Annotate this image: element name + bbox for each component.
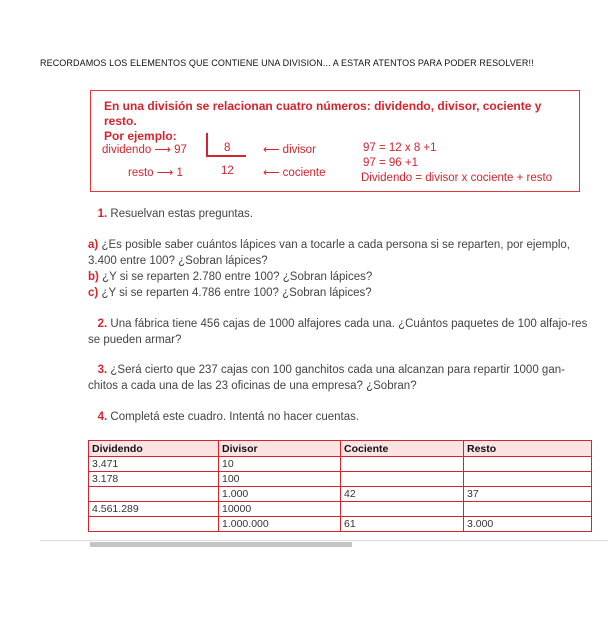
question-1-text: Resuelvan estas preguntas. <box>110 208 253 220</box>
table-cell: 10 <box>219 457 341 472</box>
table-header-row <box>89 441 592 457</box>
header-resto: Resto <box>464 441 592 457</box>
division-vertical-line <box>206 133 208 155</box>
header-dividendo: Dividendo <box>89 441 219 457</box>
table-cell: 4.561.289 <box>89 502 219 517</box>
table-cell: 42 <box>341 487 464 502</box>
box-title-line2: Por ejemplo: <box>104 129 177 143</box>
horizontal-scrollbar[interactable] <box>90 542 352 547</box>
question-3-number: 3. <box>97 364 108 376</box>
table-cell: 37 <box>464 487 592 502</box>
divisor-label: ⟵ divisor <box>263 144 316 156</box>
question-3-text: ¿Será cierto que 237 cajas con 100 ganchitos cada una alcanzan para repartir 1000 gan-chitos a cada una de las 23 oficinas de una empresa? ¿Sobran? <box>88 364 565 392</box>
table-row <box>89 487 592 502</box>
page-separator <box>40 540 608 541</box>
division-table <box>88 440 592 532</box>
dividend-label: dividendo ⟶ 97 <box>102 144 187 156</box>
table-cell: 61 <box>341 517 464 532</box>
header-divisor: Divisor <box>219 441 341 457</box>
table-cell: 10000 <box>219 502 341 517</box>
question-2-number: 2. <box>97 318 108 330</box>
table-cell <box>341 472 464 487</box>
question-1-number: 1. <box>97 208 108 220</box>
table-cell <box>464 502 592 517</box>
division-elements-box <box>90 90 580 192</box>
table-cell <box>341 502 464 517</box>
question-1c-letter: c) <box>88 287 99 299</box>
rest-label: resto ⟶ 1 <box>128 167 183 179</box>
equation-3: Dividendo = divisor x cociente + resto <box>361 172 553 184</box>
box-title-line1: En una división se relacionan cuatro números: dividendo, divisor, cociente y resto. <box>104 99 542 128</box>
equation-1: 97 = 12 x 8 +1 <box>363 142 437 154</box>
table-cell: 3.000 <box>464 517 592 532</box>
question-2-text: Una fábrica tiene 456 cajas de 1000 alfajores cada una. ¿Cuántos paquetes de 100 alfajo-res se pueden armar? <box>88 318 588 346</box>
question-4-number: 4. <box>97 411 108 423</box>
page-header: RECORDAMOS LOS ELEMENTOS QUE CONTIENE UNA DIVISION... A ESTAR ATENTOS PARA PODER RESOLVER!! <box>40 58 534 68</box>
table-cell <box>464 457 592 472</box>
question-1b <box>88 269 590 285</box>
question-1a-letter: a) <box>88 239 99 251</box>
table-row <box>89 502 592 517</box>
question-1c-text: ¿Y si se reparten 4.786 entre 100? ¿Sobran lápices? <box>101 287 372 299</box>
question-1c <box>88 285 590 301</box>
question-1 <box>88 206 590 222</box>
quotient-label: ⟵ cociente <box>263 167 326 179</box>
table-row <box>89 517 592 532</box>
question-3 <box>88 362 590 394</box>
question-1a <box>88 237 590 269</box>
table-row <box>89 457 592 472</box>
table-cell <box>464 472 592 487</box>
table-cell: 100 <box>219 472 341 487</box>
table-cell: 1.000 <box>219 487 341 502</box>
question-4-text: Completá este cuadro. Intentá no hacer cuentas. <box>110 411 360 423</box>
table-cell <box>89 517 219 532</box>
table-cell <box>341 457 464 472</box>
question-1b-letter: b) <box>88 271 99 283</box>
box-title <box>104 99 574 144</box>
equation-2: 97 = 96 +1 <box>363 157 418 169</box>
question-1a-text: ¿Es posible saber cuántos lápices van a tocarle a cada persona si se reparten, por ejemplo, 3.400 entre 100? ¿Sobran lápices? <box>88 239 571 267</box>
question-1b-text: ¿Y si se reparten 2.780 entre 100? ¿Sobran lápices? <box>102 271 373 283</box>
quotient-value: 12 <box>221 165 234 177</box>
table-cell: 3.471 <box>89 457 219 472</box>
table-row <box>89 472 592 487</box>
division-horizontal-line <box>206 155 246 157</box>
table-cell: 3.178 <box>89 472 219 487</box>
question-4 <box>88 409 590 425</box>
question-2 <box>88 316 590 348</box>
table-cell: 1.000.000 <box>219 517 341 532</box>
table-cell <box>89 487 219 502</box>
divisor-value: 8 <box>224 142 231 154</box>
header-cociente: Cociente <box>341 441 464 457</box>
scrollbar-thumb[interactable] <box>90 542 352 547</box>
